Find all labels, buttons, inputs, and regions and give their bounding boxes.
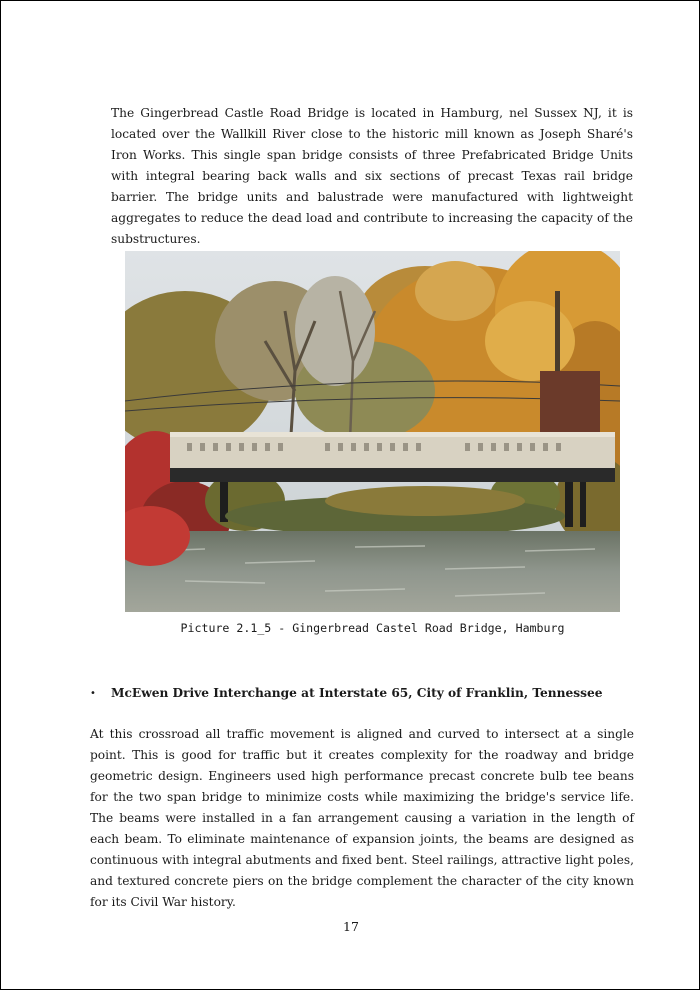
- bridge-photo: [125, 251, 620, 612]
- intro-paragraph: The Gingerbread Castle Road Bridge is located in Hamburg, nel Sussex NJ, it is located over the Wallkill River close to the historic mill known as Joseph Sharé's Iron Works. This single span bridge consists of three Prefabricated Bridge Units with integral bearing back walls and six sections of precast Texas rail bridge barrier. The bridge units and balustrade were manufactured with lightweight aggregates to reduce the dead load and contribute to increasing the capacity of the substructures.: [111, 106, 633, 246]
- bullet-marker: •: [90, 688, 96, 699]
- bullet-heading: McEwen Drive Interchange at Interstate 65, City of Franklin, Tennessee: [111, 686, 603, 700]
- mcewen-paragraph: At this crossroad all traffic movement is aligned and curved to intersect at a single point. This is good for traffic but it creates complexity for the roadway and bridge geometric design. Engineers used high performance precast concrete bulb tee beans for the two span bridge to minimize costs while maximizing the bridge's service life. The beams were installed in a fan arrangement causing a variation in the length of each beam. To eliminate maintenance of expansion joints, the beams are designed as continuous with integral abutments and fixed bent. Steel railings, attractive light poles, and textured concrete piers on the bridge complement the character of the city known for its Civil War history.: [90, 727, 634, 909]
- page-number: 17: [343, 919, 359, 934]
- figure-caption: Picture 2.1_5 - Gingerbread Castel Road Bridge, Hamburg: [180, 621, 565, 635]
